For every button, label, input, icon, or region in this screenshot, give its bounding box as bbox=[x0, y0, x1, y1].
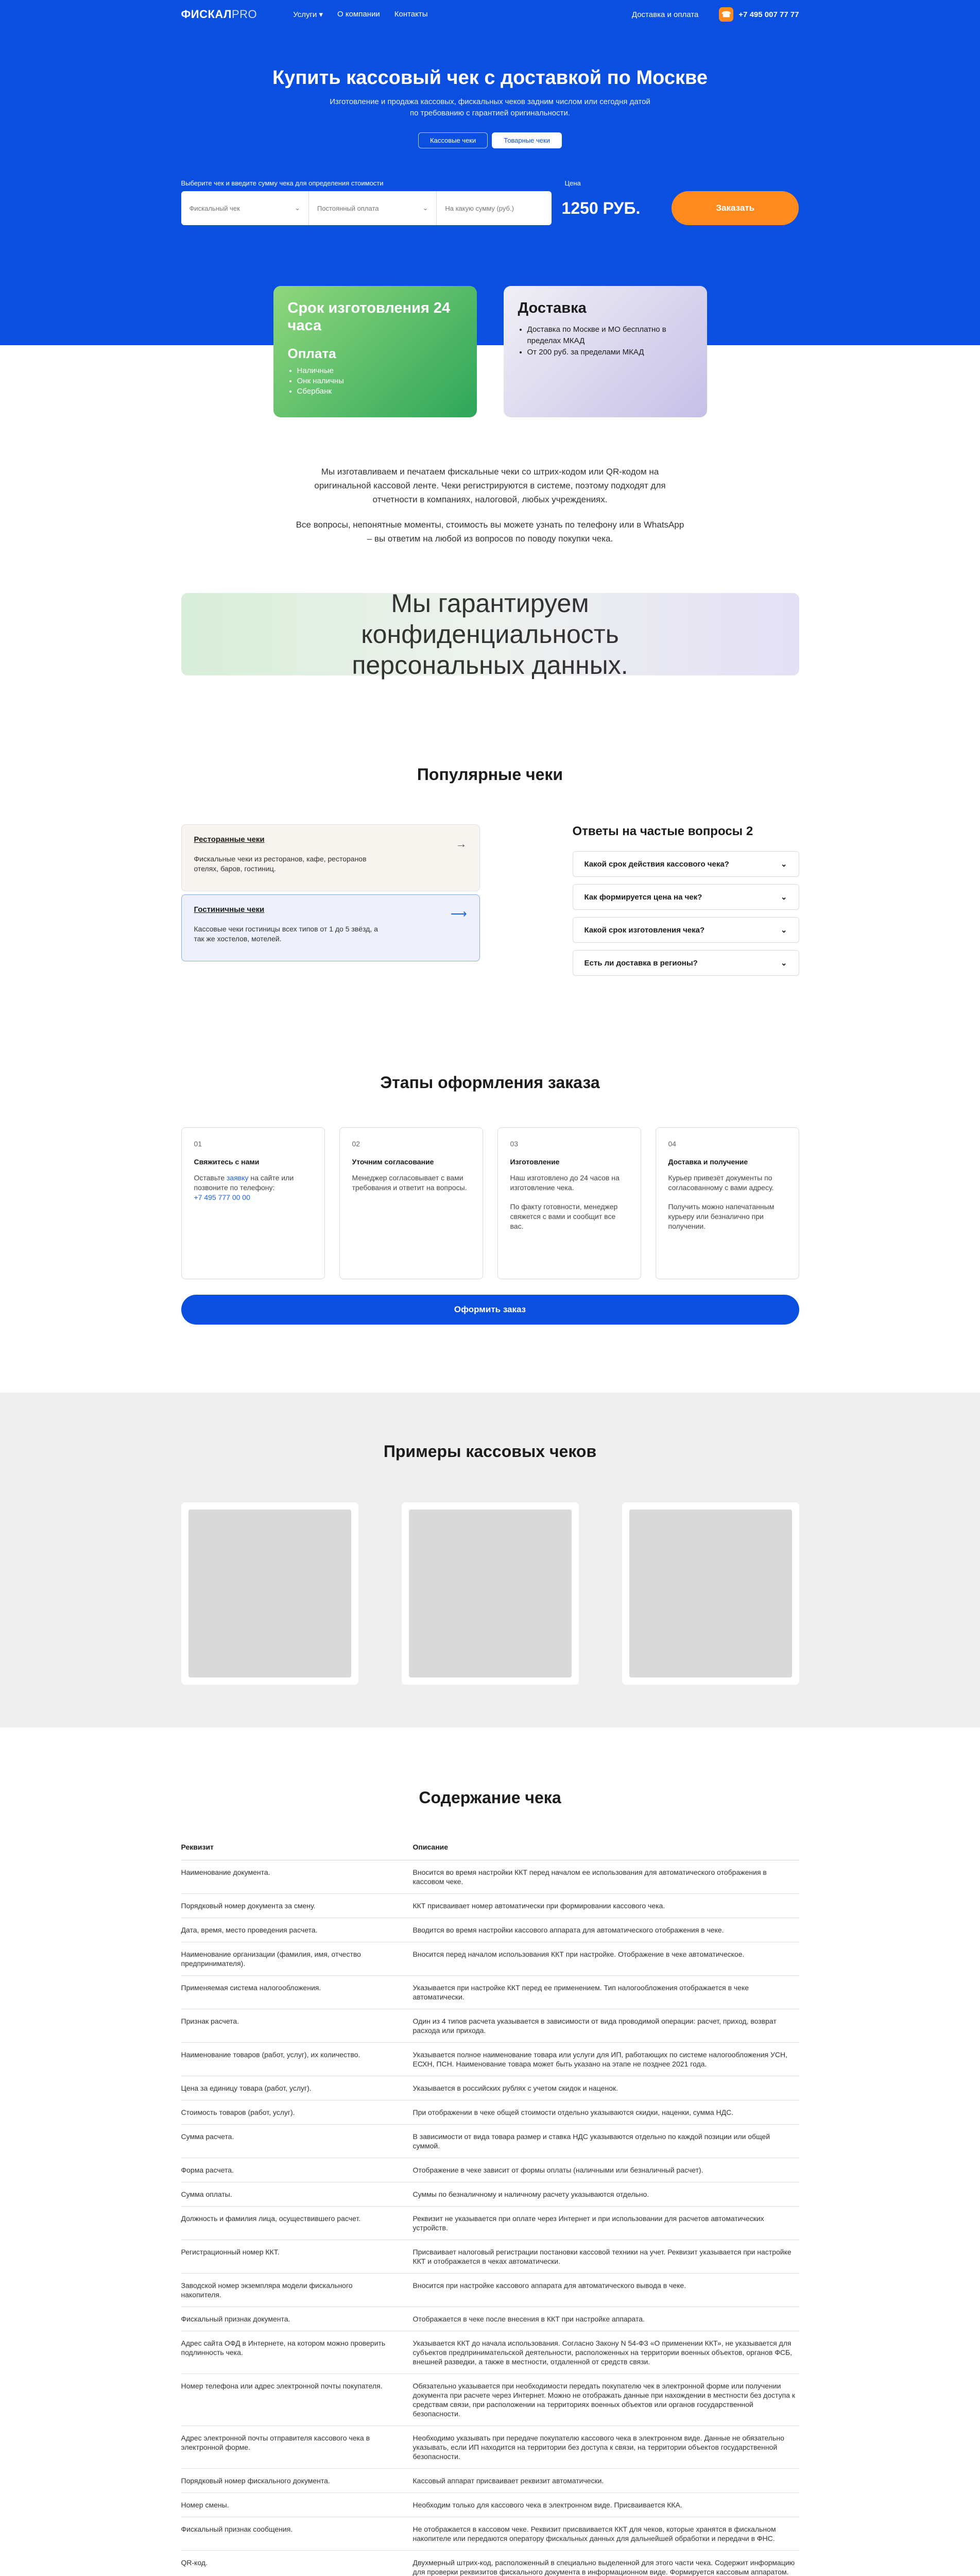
requisite-name: Применяемая система налогообложения. bbox=[181, 1976, 413, 2009]
receipt-example-image[interactable] bbox=[622, 1502, 799, 1685]
requisite-description: Отображение в чеке зависит от формы оплаты (наличными или безналичный расчет). bbox=[413, 2158, 799, 2182]
table-row bbox=[181, 1860, 799, 1894]
requisite-description: В зависимости от вида товара размер и ставка НДС указываются отдельно по каждой позиции или общей суммой. bbox=[413, 2125, 799, 2158]
table-row bbox=[181, 2182, 799, 2207]
table-row bbox=[181, 2551, 799, 2576]
requisite-description: Вносится во время настройки ККТ перед началом ее использования для автоматического отображения в кассовом чеке. bbox=[413, 1860, 799, 1894]
table-row bbox=[181, 2374, 799, 2426]
hero-title: Купить кассовый чек с доставкой по Москве bbox=[272, 67, 708, 89]
table-row bbox=[181, 2076, 799, 2100]
requisite-description: ККТ присваивает номер автоматически при формировании кассового чека. bbox=[413, 1894, 799, 1918]
chevron-down-icon: ⌄ bbox=[295, 204, 300, 212]
nav-contacts[interactable]: Контакты bbox=[394, 10, 428, 19]
table-row bbox=[181, 2158, 799, 2182]
receipt-example-image[interactable] bbox=[181, 1502, 358, 1685]
table-row bbox=[181, 1942, 799, 1976]
arrow-right-icon: → bbox=[455, 837, 467, 850]
checkout-button[interactable]: Оформить заказ bbox=[181, 1295, 799, 1325]
requisites-table bbox=[181, 1838, 799, 2576]
requisite-description: Указывается полное наименование товара или услуги для ИП, работающих по системе налогообложения УСН, ЕСХН, ПСН. Наименование товара может быть указано на этапе не позднее 2021 года. bbox=[413, 2043, 799, 2076]
requisite-name: Фискальный признак документа. bbox=[181, 2307, 413, 2331]
faq-question[interactable]: Как формируется цена на чек? ⌄ bbox=[573, 884, 799, 910]
production-time-card: Срок изготовления 24 часа Оплата • Наличные • Онк наличны • Сбербанк bbox=[273, 286, 477, 417]
top-nav bbox=[181, 0, 799, 29]
stage-card: 04 Доставка и получение Курьер привезёт документы по согласованному с вами адресу. Получить можно напечатанным курьеру или безналично при получении. bbox=[656, 1127, 799, 1279]
table-row bbox=[181, 2207, 799, 2240]
requisite-name: Порядковый номер документа за смену. bbox=[181, 1894, 413, 1918]
arrow-right-icon: ⟶ bbox=[450, 907, 467, 920]
chevron-down-icon: ⌄ bbox=[780, 926, 787, 935]
table-row bbox=[181, 2009, 799, 2043]
table-row bbox=[181, 2043, 799, 2076]
table-row bbox=[181, 1918, 799, 1942]
requisite-name: Стоимость товаров (работ, услуг). bbox=[181, 2100, 413, 2125]
request-link[interactable]: заявку bbox=[227, 1174, 249, 1182]
examples-section bbox=[0, 1393, 980, 1727]
requisite-description: При отображении в чеке общей стоимости отдельно указываются скидки, наценки, сумма НДС. bbox=[413, 2100, 799, 2125]
requisite-description: Вносится при настройке кассового аппарата для автоматического вывода в чеке. bbox=[413, 2274, 799, 2307]
nav-delivery[interactable]: Доставка и оплата bbox=[631, 10, 699, 19]
column-header: Реквизит bbox=[181, 1838, 413, 1860]
table-row bbox=[181, 2517, 799, 2551]
requisite-description: Указывается при настройке ККТ перед ее применением. Тип налогообложения отображается в чеке автоматически. bbox=[413, 1976, 799, 2009]
requisite-description: Отображается в чеке после внесения в ККТ при настройке аппарата. bbox=[413, 2307, 799, 2331]
requisite-description: Не отображается в кассовом чеке. Реквизит присваивается ККТ для чеков, которые хранятся в фискальном накопителе или передаются оператору фискальных данных для дальнейшей обработки и передачи в ФНС. bbox=[413, 2517, 799, 2551]
intro-text: Мы изготавливаем и печатаем фискальные чеки со штрих-кодом или QR-кодом на оригинальной кассовой ленте. Чеки регистрируются в системе, поэтому подходят для отчетности в компаниях, налоговой, любых учреждениях. Все вопросы, непонятные моменты, стоимость вы можете узнать по телефону или в WhatsApp – вы ответим на любой из вопросов по поводу покупки чека. bbox=[296, 467, 684, 544]
hero-subtitle: Изготовление и продажа кассовых, фискальных чеков задним числом или сегодня датой по требованию с гарантией оригинальности. bbox=[330, 97, 650, 117]
order-button[interactable]: Заказать bbox=[672, 191, 799, 225]
popular-item[interactable]: Ресторанные чеки Фискальные чеки из ресторанов, кафе, ресторанов отелях, баров, гостиниц. → bbox=[181, 824, 480, 891]
receipt-type-select[interactable]: Фискальный чек ⌄ bbox=[181, 191, 309, 225]
faq-question[interactable]: Какой срок действия кассового чека? ⌄ bbox=[573, 851, 799, 877]
table-row bbox=[181, 2100, 799, 2125]
form-label: Выберите чек и введите сумму чека для определения стоимости bbox=[181, 179, 384, 187]
table-row bbox=[181, 1976, 799, 2009]
amount-input[interactable]: На какую сумму (руб.) bbox=[437, 191, 551, 225]
requisite-description: Суммы по безналичному и наличному расчету указываются отдельно. bbox=[413, 2182, 799, 2207]
requisite-description: Необходим только для кассового чека в электронном виде. Присваивается ККА. bbox=[413, 2493, 799, 2517]
toggle-sales-receipts[interactable]: Товарные чеки bbox=[492, 132, 562, 148]
requisite-description: Двухмерный штрих-код, расположенный в специально выделенной для этого части чека. Содержит информацию для проверки реквизитов фискального документа в информационном виде. Формируется кассовым аппаратом. bbox=[413, 2551, 799, 2576]
table-row bbox=[181, 1894, 799, 1918]
delivery-card: Доставка • Доставка по Москве и МО бесплатно в пределах МКАД • От 200 руб. за пределами МКАД bbox=[504, 286, 707, 417]
chevron-down-icon: ⌄ bbox=[780, 860, 787, 869]
requisite-name: Форма расчета. bbox=[181, 2158, 413, 2182]
requisite-name: Номер смены. bbox=[181, 2493, 413, 2517]
chevron-down-icon: ⌄ bbox=[780, 893, 787, 902]
table-row bbox=[181, 2307, 799, 2331]
table-row bbox=[181, 2240, 799, 2274]
stage-phone-link[interactable]: +7 495 777 00 00 bbox=[194, 1193, 250, 1201]
requisite-name: Фискальный признак сообщения. bbox=[181, 2517, 413, 2551]
faq-question[interactable]: Есть ли доставка в регионы? ⌄ bbox=[573, 950, 799, 976]
price-label: Цена bbox=[564, 179, 581, 187]
requisite-name: Адрес электронной почты отправителя кассового чека в электронной форме. bbox=[181, 2426, 413, 2469]
requisite-description: Присваивает налоговый регистрации постановки кассовой техники на учет. Реквизит указывается при настройке ККТ и отображается в чеках автоматически. bbox=[413, 2240, 799, 2274]
toggle-cash-receipts[interactable]: Кассовые чеки bbox=[418, 132, 488, 148]
table-row bbox=[181, 2493, 799, 2517]
requisite-description: Вносится перед началом использования ККТ при настройке. Отображение в чеке автоматическое. bbox=[413, 1942, 799, 1976]
column-header: Описание bbox=[413, 1838, 799, 1860]
requisite-name: Сумма оплаты. bbox=[181, 2182, 413, 2207]
popular-item[interactable]: Гостиничные чеки Кассовые чеки гостиницы всех типов от 1 до 5 звёзд, а так же хостелов, мотелей. ⟶ bbox=[181, 894, 480, 961]
chevron-down-icon: ⌄ bbox=[780, 959, 787, 968]
requisite-description: Реквизит не указывается при оплате через Интернет и при использовании для расчетов автоматических устройств. bbox=[413, 2207, 799, 2240]
requisite-description: Указывается в российских рублях с учетом скидок и наценок. bbox=[413, 2076, 799, 2100]
examples-title: Примеры кассовых чеков bbox=[383, 1442, 597, 1461]
content-title: Содержание чека bbox=[419, 1788, 561, 1807]
privacy-banner: Мы гарантируем конфиденциальность персональных данных. bbox=[181, 593, 799, 675]
requisite-name: Регистрационный номер ККТ. bbox=[181, 2240, 413, 2274]
requisite-description: Необходимо указывать при передаче покупателю кассового чека в электронном виде. Данные не обязательно указывать, если ИП находится на территории без доступа к связи, на территории объектов государственной безопасности. bbox=[413, 2426, 799, 2469]
requisite-name: Порядковый номер фискального документа. bbox=[181, 2469, 413, 2493]
receipt-example-image[interactable] bbox=[402, 1502, 579, 1685]
popular-title: Популярные чеки bbox=[417, 765, 563, 784]
requisite-description: Обязательно указывается при необходимости передать покупателю чек в электронной форме или получении документа при расчете через Интернет. Можно не отображать данные при нахождении в местности без доступа к средствам связи, при расположении на территориях военных объектов или органов государственной безопасности. bbox=[413, 2374, 799, 2426]
requisite-name: Цена за единицу товара (работ, услуг). bbox=[181, 2076, 413, 2100]
table-row bbox=[181, 2274, 799, 2307]
faq-block: Ответы на частые вопросы 2 Какой срок действия кассового чека? ⌄ Как формируется цена на чек? ⌄ Какой срок изготовления чека? ⌄ Есть ли доставка в регионы? ⌄ bbox=[573, 824, 799, 983]
nav-about[interactable]: О компании bbox=[337, 10, 380, 19]
stage-card: 02 Уточним согласование Менеджер согласовывает с вами требования и ответит на вопросы. bbox=[339, 1127, 483, 1279]
requisite-description: Вводится во время настройки кассового аппарата для автоматического отображения в чеке. bbox=[413, 1918, 799, 1942]
header-phone[interactable]: ☎ +7 495 007 77 77 bbox=[719, 7, 799, 22]
price-calculator bbox=[181, 191, 799, 225]
table-row bbox=[181, 2125, 799, 2158]
logo[interactable]: ФИСКАЛPRO bbox=[181, 8, 257, 21]
requisite-name: Признак расчета. bbox=[181, 2009, 413, 2043]
requisite-name: Дата, время, место проведения расчета. bbox=[181, 1918, 413, 1942]
requisite-name: QR-код. bbox=[181, 2551, 413, 2576]
table-row bbox=[181, 2331, 799, 2374]
table-row bbox=[181, 2469, 799, 2493]
requisite-name: Наименование товаров (работ, услуг), их количество. bbox=[181, 2043, 413, 2076]
requisite-description: Указывается ККТ до начала использования. Согласно Закону N 54-ФЗ «О применении ККТ», не указывается для субъектов предпринимательской деятельности, расположенных на территории военных объектов, органов ФСБ, внешней разведки, а также в местности, отдаленной от средств связи. bbox=[413, 2331, 799, 2374]
receipt-type-toggle bbox=[181, 132, 799, 148]
table-row bbox=[181, 2426, 799, 2469]
feature-cards bbox=[0, 286, 980, 417]
requisite-description: Один из 4 типов расчета указывается в зависимости от вида проводимой операции: расчет, приход, возврат расхода или прихода. bbox=[413, 2009, 799, 2043]
payment-type-select[interactable]: Постоянный оплата ⌄ bbox=[309, 191, 437, 225]
phone-icon: ☎ bbox=[719, 7, 733, 22]
nav-services[interactable]: Услуги ▾ bbox=[293, 10, 323, 19]
requisite-name: Заводской номер экземпляра модели фискального накопителя. bbox=[181, 2274, 413, 2307]
faq-question[interactable]: Какой срок изготовления чека? ⌄ bbox=[573, 917, 799, 943]
stage-card: 03 Изготовление Наш изготовлено до 24 часов на изготовление чека. По факту готовности, менеджер свяжется с вами и сообщит все вас. bbox=[497, 1127, 641, 1279]
chevron-down-icon: ⌄ bbox=[422, 204, 428, 212]
requisite-name: Адрес сайта ОФД в Интернете, на котором можно проверить подлинность чека. bbox=[181, 2331, 413, 2374]
requisite-description: Кассовый аппарат присваивает реквизит автоматически. bbox=[413, 2469, 799, 2493]
requisite-name: Должность и фамилия лица, осуществившего расчет. bbox=[181, 2207, 413, 2240]
requisite-name: Номер телефона или адрес электронной почты покупателя. bbox=[181, 2374, 413, 2426]
requisite-name: Сумма расчета. bbox=[181, 2125, 413, 2158]
stage-card: 01 Свяжитесь с нами Оставьте заявку на сайте или позвоните по телефону: +7 495 777 00 00 bbox=[181, 1127, 325, 1279]
requisite-name: Наименование документа. bbox=[181, 1860, 413, 1894]
requisite-name: Наименование организации (фамилия, имя, отчество предпринимателя). bbox=[181, 1942, 413, 1976]
stages-title: Этапы оформления заказа bbox=[380, 1073, 600, 1092]
price-value: 1250 РУБ. bbox=[561, 198, 641, 217]
